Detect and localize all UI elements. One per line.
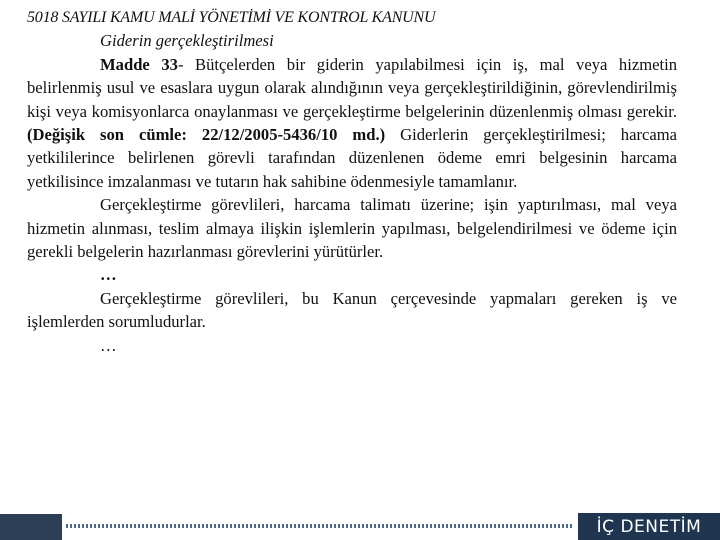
article-text-2: Giderlerin gerçekleştirilmesi; harcama yetkililerince belirlenen görevli tarafından düzenlenen ödeme emri belgesinin harcama yetkilisince imzalanması ve tutarın hak sahibine ödenmesiyle tamamlanır. — [27, 125, 677, 191]
ellipsis-2: … — [100, 335, 117, 355]
article-text-1: - Bütçelerden bir giderin yapılabilmesi için iş, mal veya hizmetin belirlenmiş usul ve esaslara uygun olarak alındığının veya gerçekleştirildiğinin, görevlendirilmiş kişi veya komisyonlarca onaylanması ve gerçekleştirme belgelerinin düzenlenmiş olması gerekir. — [27, 54, 677, 121]
document-body — [27, 6, 677, 357]
section-subtitle: Giderin gerçekleştirilmesi — [100, 31, 274, 51]
ellipsis-1: … — [100, 265, 117, 285]
footer-left-block — [0, 514, 62, 540]
article-paragraph — [27, 53, 677, 193]
footer-dotted-line — [66, 524, 574, 528]
law-title: 5018 SAYILI KAMU MALİ YÖNETİMİ VE KONTROL KANUNU — [27, 9, 436, 26]
footer-label: İÇ DENETİM — [578, 513, 720, 540]
article-number: Madde 33 — [100, 54, 178, 74]
paragraph-3: Gerçekleştirme görevlileri, bu Kanun çerçevesinde yapmaları gereken iş ve işlemlerden sorumludurlar. — [27, 288, 677, 332]
footer-bar — [0, 513, 720, 540]
paragraph-2: Gerçekleştirme görevlileri, harcama talimatı üzerine; işin yaptırılması, mal veya hizmetin alınması, teslim almaya ilişkin işlemlerin yapılması, belgelendirilmesi ve ödeme için gerekli belgelerin hazırlanması görevlerini yürütürler. — [27, 195, 677, 262]
amendment-note: (Değişik son cümle: 22/12/2005-5436/10 md.) — [27, 125, 386, 145]
